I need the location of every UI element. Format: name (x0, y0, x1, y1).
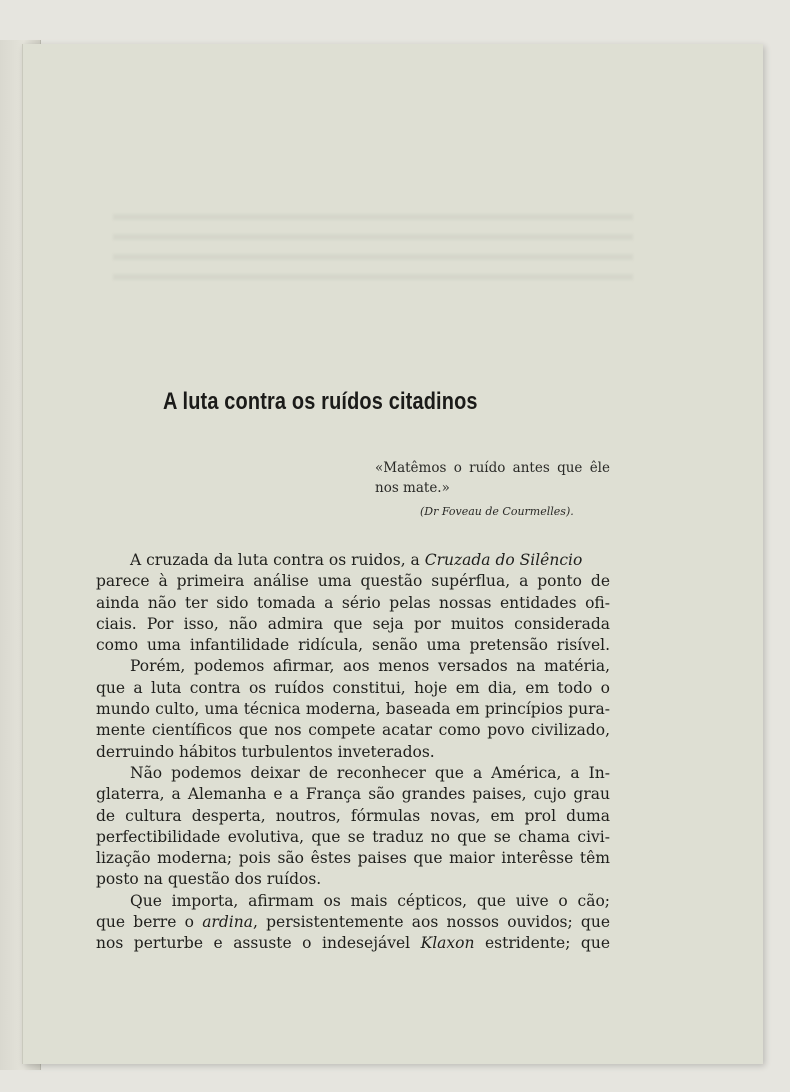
paragraph-line (96, 933, 610, 954)
paragraph-line: glaterra, a Alemanha e a França são grandes paises, cujo grau (96, 785, 610, 804)
epigraph (375, 458, 610, 498)
paragraph-line: posto na questão dos ruídos. (96, 870, 322, 889)
paragraph-line: de cultura desperta, noutros, fórmulas novas, em prol duma (96, 806, 610, 825)
text-run: , persistentemente aos nossos ouvidos; que (252, 913, 611, 932)
paragraph-line: como uma infantilidade ridícula, senão uma pretensão risível. (96, 636, 610, 655)
epigraph-line: «Matêmos o ruído antes que êle (375, 460, 610, 476)
paragraph-line: ciais. Por isso, não admira que seja por muitos considerada (96, 614, 610, 633)
text-run: que berre o (96, 913, 203, 932)
italic-text: ardina (202, 913, 253, 932)
bleed-through-text (113, 214, 633, 294)
paragraph-line (96, 550, 610, 571)
italic-text: Klaxon (420, 934, 475, 953)
paragraph-line: perfectibilidade evolutiva, que se traduz no que se chama civi- (96, 827, 610, 846)
paragraph-line: que a luta contra os ruídos constitui, hoje em dia, em todo o (96, 678, 610, 697)
page-title: A luta contra os ruídos citadinos (163, 388, 478, 415)
text-run: A cruzada da luta contra os ruidos, a (130, 551, 425, 569)
paragraph-line: lização moderna; pois são êstes paises que maior interêsse têm (96, 849, 610, 868)
italic-text: Cruzada do Silêncio (424, 551, 583, 569)
body-text (96, 550, 610, 955)
epigraph-attribution: (Dr Foveau de Courmelles). (420, 505, 574, 518)
paragraph-line: Não podemos deixar de reconhecer que a América, a In- (130, 763, 610, 782)
paragraph-line: mente científicos que nos compete acatar como povo civilizado, (96, 721, 610, 740)
paragraph-line: derruindo hábitos turbulentos inveterados. (96, 742, 435, 761)
paragraph-line: mundo culto, uma técnica moderna, baseada em princípios pura- (96, 700, 610, 719)
paragraph-line: Porém, podemos afirmar, aos menos versados na matéria, (130, 657, 610, 676)
paragraph-line: ainda não ter sido tomada a sério pelas nossas entidades ofi- (96, 593, 610, 612)
epigraph-line: nos mate.» (375, 480, 450, 496)
text-run: estridente; que (474, 934, 611, 953)
text-run: nos perturbe e assuste o indesejável (96, 934, 421, 953)
paragraph-line (96, 912, 610, 933)
paragraph-line: Que importa, afirmam os mais cépticos, que uive o cão; (130, 891, 610, 910)
paragraph-line: parece à primeira análise uma questão supérflua, a ponto de (96, 572, 610, 591)
